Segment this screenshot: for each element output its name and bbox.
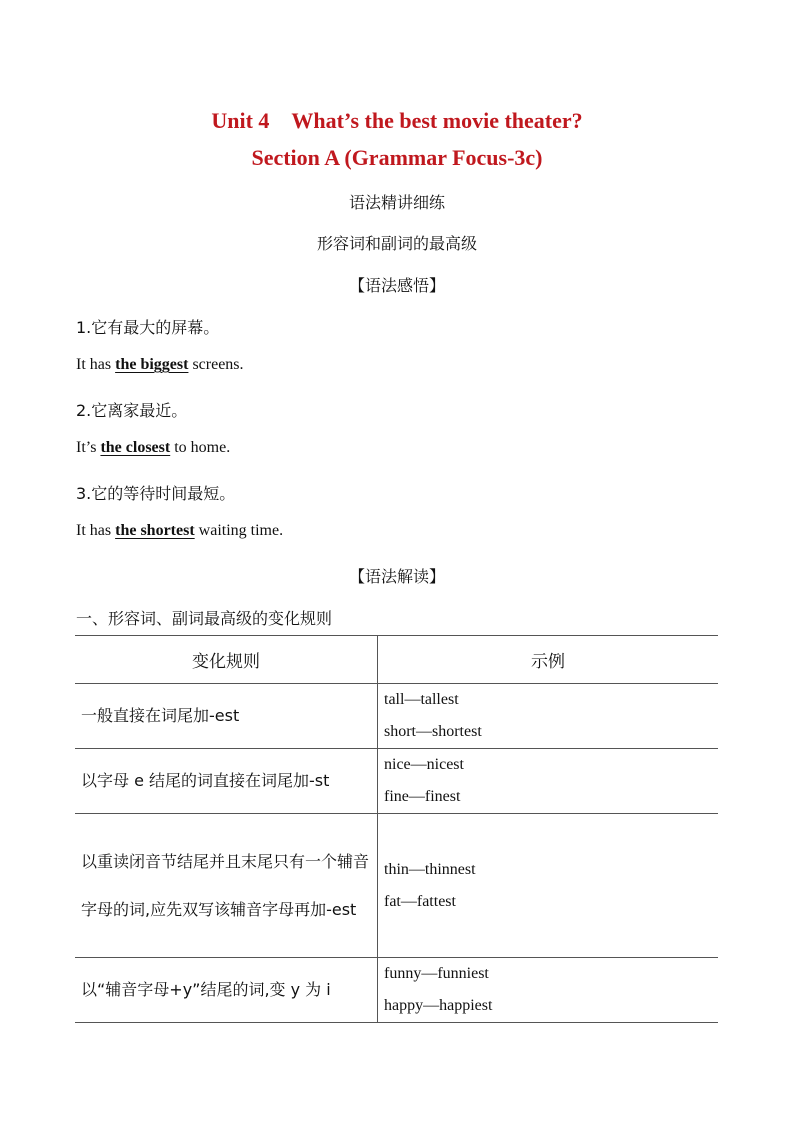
example-1-en [76,356,244,374]
example-item: nice—nicest [384,756,464,773]
section-label: 语法精讲细练 [348,193,445,212]
example-2-answer: the closest [100,439,171,456]
rule-cell: 以“辅音字母+y”结尾的词,变 y 为 i [75,958,378,1023]
perception-heading: 【语法感悟】 [348,276,445,295]
topic-label: 形容词和副词的最高级 [316,234,477,253]
example-cell [378,958,719,1023]
example-item: thin—thinnest [384,860,476,878]
example-3-pre: It has [76,522,116,539]
header-rule: 变化规则 [75,636,378,684]
example-item: funny—funniest [384,965,489,982]
example-2-cn: 2.它离家最近。 [76,401,188,420]
example-1-cn: 1.它有最大的屏幕。 [76,318,220,337]
rule-cell: 一般直接在词尾加-est [75,684,378,749]
rules-table [75,635,718,1023]
example-item: short—shortest [384,723,482,740]
example-2-post: to home. [170,439,231,456]
example-2-pre: It’s [76,439,101,456]
page-title: Unit 4 What’s the best movie theater? [211,108,583,133]
example-3-post: waiting time. [194,522,284,539]
example-1-post: screens. [188,356,244,373]
example-cell [378,684,719,749]
example-item: fat—fattest [384,892,456,910]
example-3-en [76,522,283,540]
example-item: happy—happiest [384,997,493,1014]
table-row [75,749,718,814]
table-row [75,814,718,958]
example-2-en [76,439,230,457]
rule-cell: 以重读闭音节结尾并且末尾只有一个辅音字母的词,应先双写该辅音字母再加-est [75,814,378,958]
rule-cell: 以字母 e 结尾的词直接在词尾加-st [75,749,378,814]
rules-subheading: 一、形容词、副词最高级的变化规则 [76,609,333,628]
example-3-cn: 3.它的等待时间最短。 [76,484,236,503]
example-cell [378,814,719,958]
page-subtitle: Section A (Grammar Focus-3c) [251,145,543,170]
explanation-heading: 【语法解读】 [348,567,445,586]
example-cell [378,749,719,814]
header-example: 示例 [378,636,719,684]
example-1-answer: the biggest [115,356,189,373]
table-row [75,958,718,1023]
example-item: tall—tallest [384,691,459,708]
example-3-answer: the shortest [115,522,195,539]
example-item: fine—finest [384,788,461,805]
table-row [75,684,718,749]
example-1-pre: It has [76,356,116,373]
table-header-row [75,636,718,684]
